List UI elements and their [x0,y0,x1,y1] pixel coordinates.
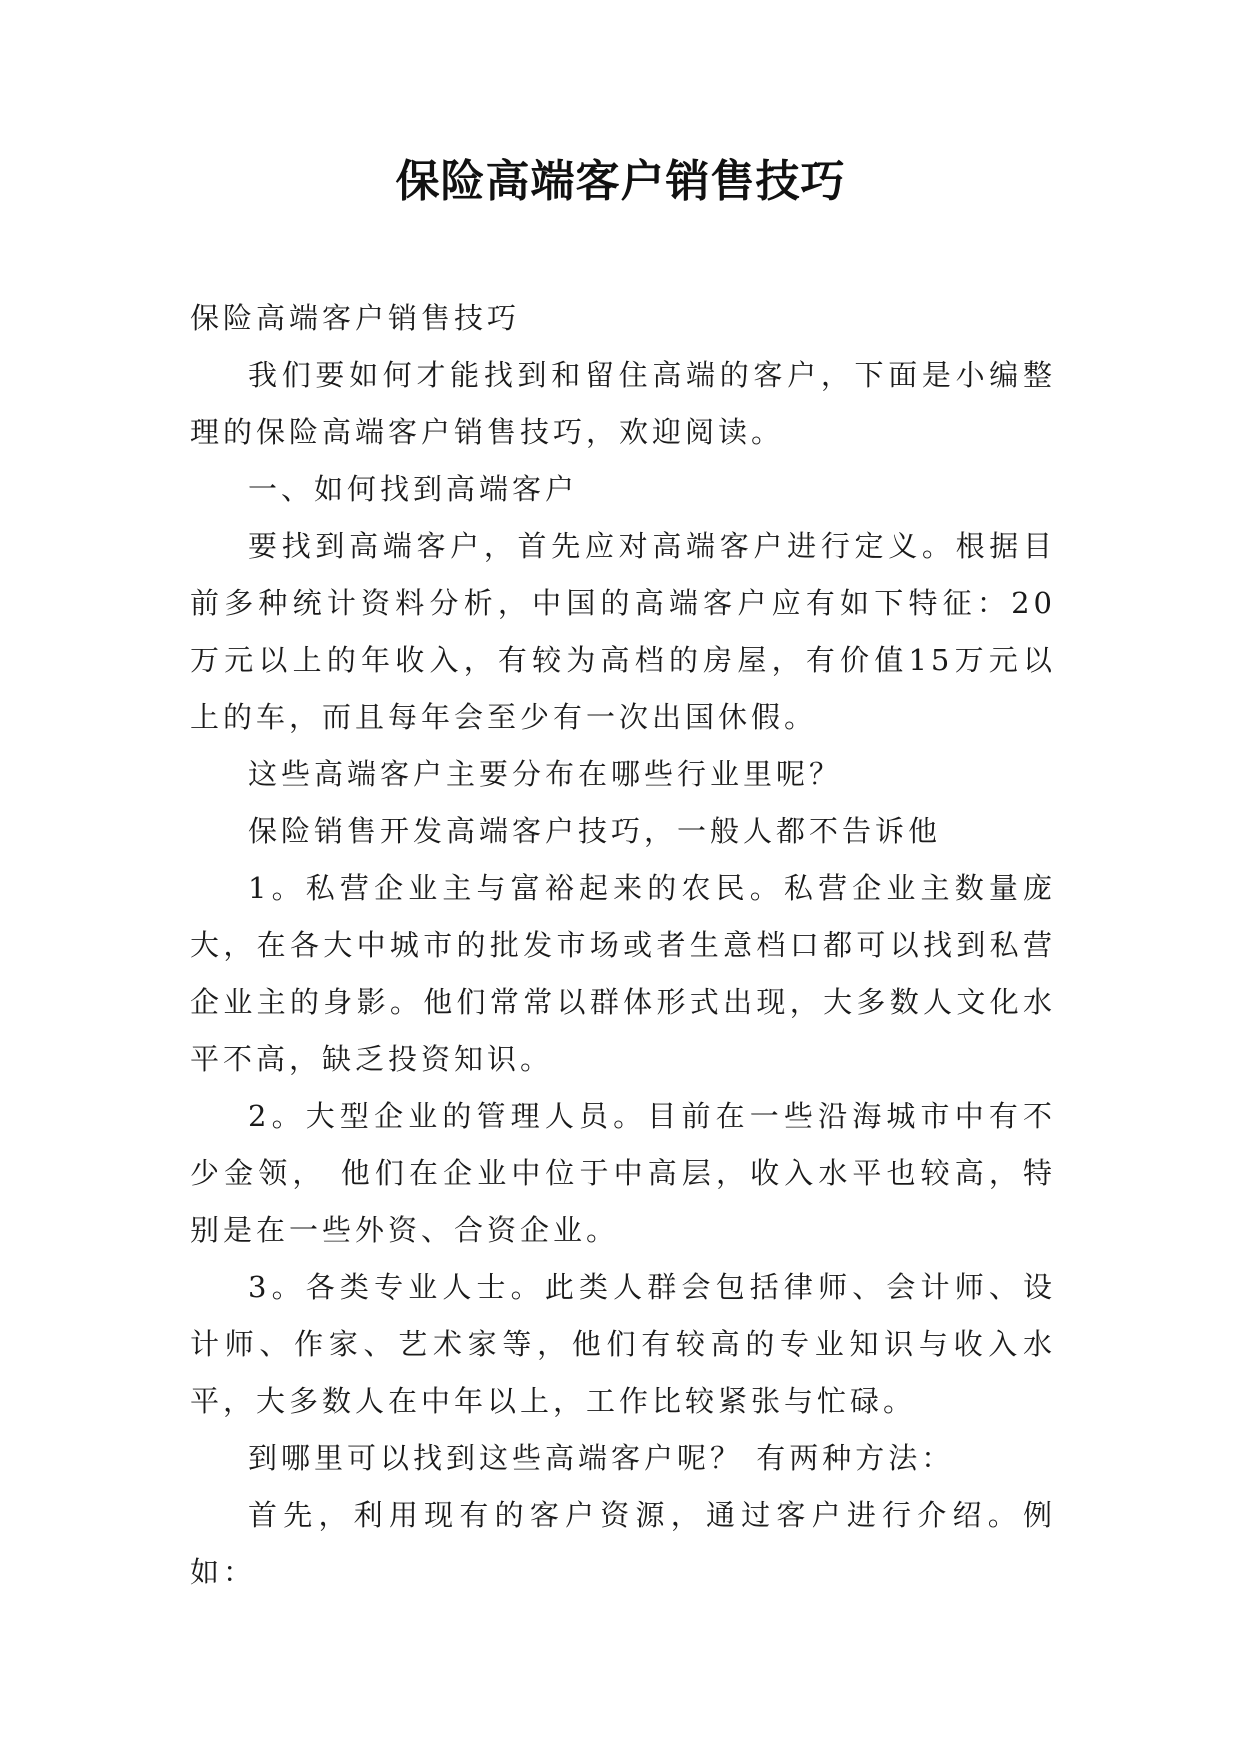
paragraph-item-3: 3。各类专业人士。此类人群会包括律师、会计师、设计师、作家、艺术家等，他们有较高的专业知识与收入水平，大多数人在中年以上，工作比较紧张与忙碌。 [190,1270,1056,1418]
document-body [190,290,1056,1601]
document-title: 保险高端客户销售技巧 [395,156,846,207]
paragraph-item-1: 1。私营企业主与富裕起来的农民。私营企业主数量庞大，在各大中城市的批发市场或者生意档口都可以找到私营企业主的身影。他们常常以群体形式出现，大多数人文化水平不高，缺乏投资知识。 [190,871,1056,1076]
paragraph-method-first: 首先，利用现有的客户资源，通过客户进行介绍。例如： [190,1498,1056,1589]
paragraph-intro: 我们要如何才能找到和留住高端的客户，下面是小编整理的保险高端客户销售技巧，欢迎阅读。 [190,358,1056,449]
paragraph-item-2: 2。大型企业的管理人员。目前在一些沿海城市中有不少金领， 他们在企业中位于中高层，收入水平也较高，特别是在一些外资、合资企业。 [190,1099,1056,1247]
section-heading-find-clients: 一、如何找到高端客户 [248,472,579,506]
paragraph-tips-line: 保险销售开发高端客户技巧，一般人都不告诉他 [248,814,942,848]
paragraph-where-to-find: 到哪里可以找到这些高端客户呢？ 有两种方法： [248,1441,955,1475]
paragraph-subtitle: 保险高端客户销售技巧 [190,301,521,335]
paragraph-definition: 要找到高端客户，首先应对高端客户进行定义。根据目前多种统计资料分析，中国的高端客户应有如下特征：20万元以上的年收入，有较为高档的房屋，有价值15万元以上的车，而且每年会至少有一次出国休假。 [190,529,1056,734]
paragraph-question-industries: 这些高端客户主要分布在哪些行业里呢？ [248,757,843,791]
